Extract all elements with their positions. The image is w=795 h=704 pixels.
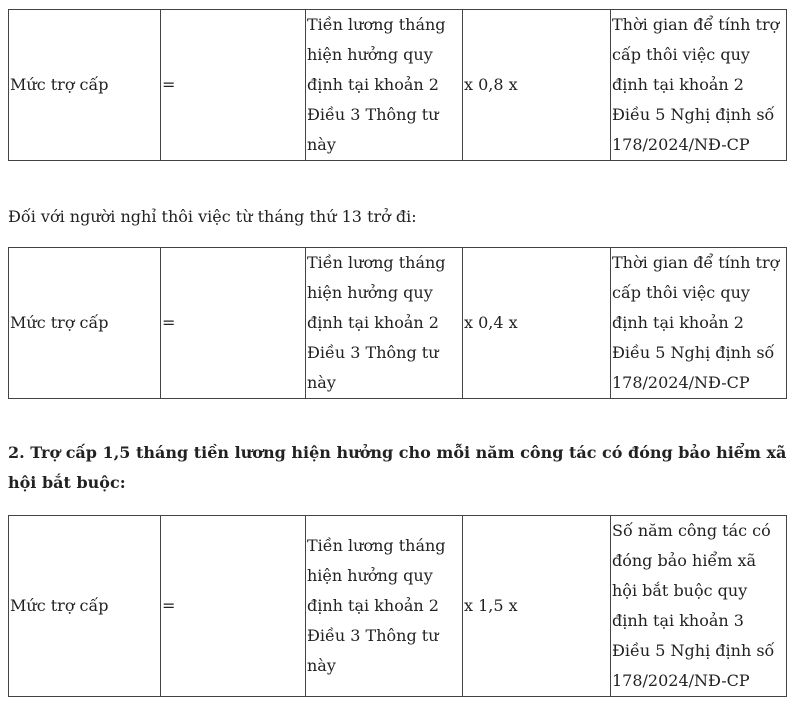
term-cell: Thời gian để tính trợ cấp thôi việc quy định tại khoản 2 Điều 5 Nghị định số 178/2024/NĐ-CP	[611, 248, 787, 399]
label-cell: Mức trợ cấp	[9, 248, 161, 399]
factor-cell: x 0,8 x	[463, 10, 611, 161]
formula-table-3	[8, 515, 787, 697]
paragraph: Đối với người nghỉ thôi việc từ tháng thứ 13 trở đi:	[8, 207, 417, 226]
formula-table-2	[8, 247, 787, 399]
salary-cell: Tiền lương tháng hiện hưởng quy định tại khoản 2 Điều 3 Thông tư này	[306, 10, 463, 161]
table-row	[9, 248, 787, 399]
factor-cell: x 0,4 x	[463, 248, 611, 399]
factor-cell: x 1,5 x	[463, 516, 611, 697]
equals-cell: =	[161, 10, 306, 161]
salary-cell: Tiền lương tháng hiện hưởng quy định tại khoản 2 Điều 3 Thông tư này	[306, 248, 463, 399]
label-cell: Mức trợ cấp	[9, 516, 161, 697]
equals-cell: =	[161, 516, 306, 697]
salary-cell: Tiền lương tháng hiện hưởng quy định tại khoản 2 Điều 3 Thông tư này	[306, 516, 463, 697]
label-cell: Mức trợ cấp	[9, 10, 161, 161]
term-cell: Thời gian để tính trợ cấp thôi việc quy định tại khoản 2 Điều 5 Nghị định số 178/2024/NĐ-CP	[611, 10, 787, 161]
table-row	[9, 10, 787, 161]
formula-table-1	[8, 9, 787, 161]
equals-cell: =	[161, 248, 306, 399]
term-cell: Số năm công tác có đóng bảo hiểm xã hội bắt buộc quy định tại khoản 3 Điều 5 Nghị định số 178/2024/NĐ-CP	[611, 516, 787, 697]
table-row	[9, 516, 787, 697]
section-heading: 2. Trợ cấp 1,5 tháng tiền lương hiện hưởng cho mỗi năm công tác có đóng bảo hiểm xã hội bắt buộc:	[8, 443, 787, 492]
